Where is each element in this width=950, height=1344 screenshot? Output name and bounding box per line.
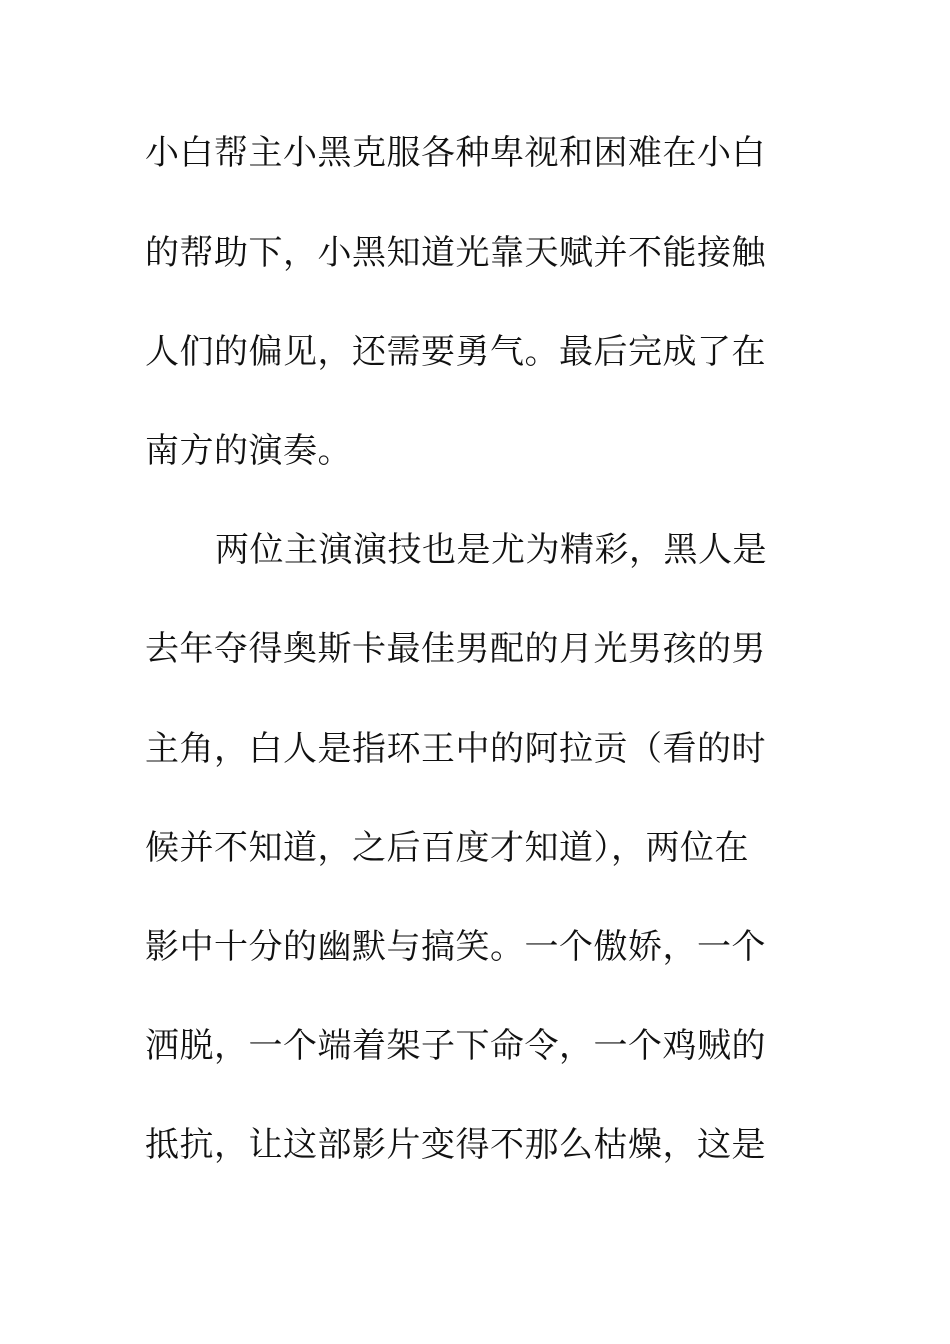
paragraph-1-line-2: 的帮助下，小黑知道光靠天赋并不能接触	[145, 233, 766, 273]
paragraph-2-line-4: 候并不知道，之后百度才知道），两位在	[145, 828, 749, 868]
paragraph-2-line-7: 抵抗，让这部影片变得不那么枯燥，这是	[145, 1125, 766, 1165]
paragraph-2-line-3: 主角，白人是指环王中的阿拉贡（看的时	[145, 729, 766, 769]
paragraph-1-line-3: 人们的偏见，还需要勇气。最后完成了在	[145, 332, 766, 372]
paragraph-1-line-4: 南方的演奏。	[145, 431, 352, 471]
paragraph-2-line-5: 影中十分的幽默与搞笑。一个傲娇，一个	[145, 927, 766, 967]
paragraph-2-line-6: 洒脱，一个端着架子下命令，一个鸡贼的	[145, 1026, 766, 1066]
paragraph-2-line-1: 两位主演演技也是尤为精彩，黑人是	[215, 530, 767, 570]
paragraph-2-line-2: 去年夺得奥斯卡最佳男配的月光男孩的男	[145, 629, 766, 669]
paragraph-1-line-1: 小白帮主小黑克服各种卑视和困难在小白	[145, 133, 766, 173]
